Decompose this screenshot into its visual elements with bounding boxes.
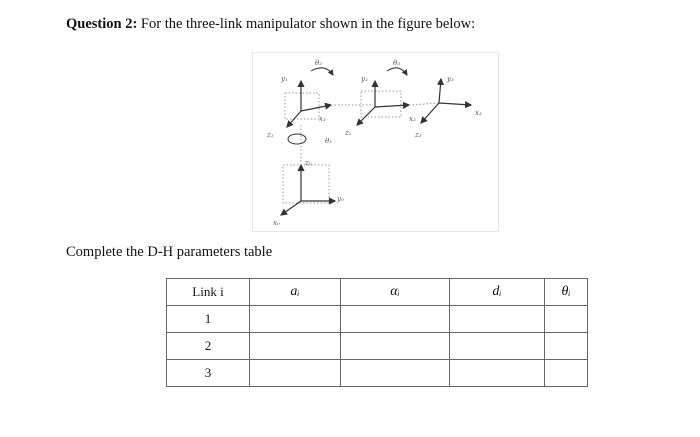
cell-theta[interactable] (545, 306, 588, 333)
label-y1: y₁ (281, 75, 288, 83)
cell-link: 2 (167, 333, 250, 360)
header-link: Link i (167, 279, 250, 306)
label-z2: z₂ (345, 129, 352, 137)
label-theta3: θ₃ (393, 59, 401, 67)
table-header-row (167, 279, 588, 306)
cell-a[interactable] (250, 306, 341, 333)
cell-link: 3 (167, 360, 250, 387)
label-z0: z₀ (305, 159, 312, 167)
header-alpha: αᵢ (341, 279, 450, 306)
question-text: For the three-link manipulator shown in the figure below: (137, 16, 476, 32)
cell-alpha[interactable] (341, 333, 450, 360)
frame-2 (344, 59, 409, 137)
cell-theta[interactable] (545, 333, 588, 360)
label-x3: x₃ (475, 109, 482, 117)
manipulator-figure (252, 52, 499, 232)
label-theta2: θ₂ (315, 59, 323, 67)
cell-theta[interactable] (545, 360, 588, 387)
header-a: aᵢ (250, 279, 341, 306)
label-y2: y₂ (361, 75, 368, 83)
header-theta: θᵢ (545, 279, 588, 306)
table-row (167, 360, 588, 387)
link3-bar (409, 103, 439, 105)
cell-a[interactable] (250, 333, 341, 360)
label-x1: x₁ (319, 115, 326, 123)
frame-3 (409, 75, 482, 139)
frame-0 (273, 159, 344, 227)
cell-d[interactable] (450, 360, 545, 387)
label-y0: y₀ (337, 195, 344, 203)
frame-1 (280, 59, 333, 127)
label-x2: x₂ (409, 115, 416, 123)
header-d: dᵢ (450, 279, 545, 306)
label-z3: z₃ (415, 131, 422, 139)
theta1-rotation (288, 134, 306, 144)
label-x0: x₀ (273, 219, 280, 227)
cell-a[interactable] (250, 360, 341, 387)
question-heading (66, 16, 475, 33)
cell-d[interactable] (450, 306, 545, 333)
label-theta1: θ₁ (325, 137, 333, 145)
label-z1: z₁ (267, 131, 274, 139)
dh-parameters-table (166, 278, 588, 387)
question-number: Question 2: (66, 16, 138, 32)
table-row (167, 333, 588, 360)
manipulator-diagram (253, 53, 498, 231)
cell-alpha[interactable] (341, 360, 450, 387)
cell-alpha[interactable] (341, 306, 450, 333)
cell-link: 1 (167, 306, 250, 333)
label-y3: y₃ (447, 75, 454, 83)
table-row (167, 306, 588, 333)
instruction-text: Complete the D-H parameters table (66, 244, 273, 260)
cell-d[interactable] (450, 333, 545, 360)
